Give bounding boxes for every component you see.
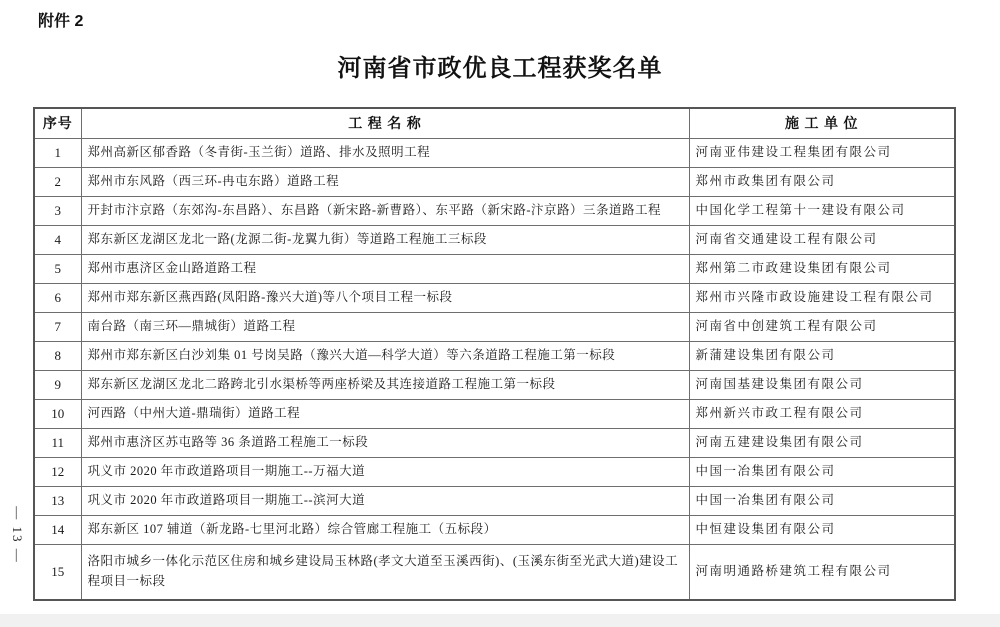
project-name: 郑东新区龙湖区龙北二路跨北引水渠桥等两座桥梁及其连接道路工程施工第一标段 xyxy=(81,370,689,399)
serial-number: 12 xyxy=(34,457,81,486)
table-row xyxy=(34,167,955,196)
serial-number: 15 xyxy=(34,544,81,600)
construction-unit: 河南五建建设集团有限公司 xyxy=(689,428,955,457)
construction-unit: 中国化学工程第十一建设有限公司 xyxy=(689,196,955,225)
serial-number: 13 xyxy=(34,486,81,515)
table-row xyxy=(34,428,955,457)
col-header-construction-unit: 施 工 单 位 xyxy=(689,108,955,138)
serial-number: 9 xyxy=(34,370,81,399)
serial-number: 2 xyxy=(34,167,81,196)
project-name: 河西路（中州大道-鼎瑞街）道路工程 xyxy=(81,399,689,428)
construction-unit: 河南省交通建设工程有限公司 xyxy=(689,225,955,254)
page-edge-shadow xyxy=(0,614,1000,627)
serial-number: 1 xyxy=(34,138,81,167)
project-name: 郑州高新区郁香路（冬青街-玉兰街）道路、排水及照明工程 xyxy=(81,138,689,167)
construction-unit: 郑州第二市政建设集团有限公司 xyxy=(689,254,955,283)
table-row xyxy=(34,370,955,399)
table-row xyxy=(34,515,955,544)
serial-number: 7 xyxy=(34,312,81,341)
table-row xyxy=(34,225,955,254)
serial-number: 5 xyxy=(34,254,81,283)
project-name: 郑州市惠济区金山路道路工程 xyxy=(81,254,689,283)
table-row xyxy=(34,138,955,167)
project-name: 南台路（南三环—鼎城街）道路工程 xyxy=(81,312,689,341)
construction-unit: 郑州市兴隆市政设施建设工程有限公司 xyxy=(689,283,955,312)
table-row xyxy=(34,196,955,225)
project-name: 洛阳市城乡一体化示范区住房和城乡建设局玉林路(孝文大道至玉溪西街)、(玉溪东街至光武大道)建设工程项目一标段 xyxy=(81,544,689,600)
table-row xyxy=(34,544,955,600)
construction-unit: 河南省中创建筑工程有限公司 xyxy=(689,312,955,341)
table-header-row xyxy=(34,108,955,138)
project-name: 郑东新区龙湖区龙北一路(龙源二街-龙翼九街）等道路工程施工三标段 xyxy=(81,225,689,254)
construction-unit: 中国一冶集团有限公司 xyxy=(689,457,955,486)
serial-number: 3 xyxy=(34,196,81,225)
serial-number: 11 xyxy=(34,428,81,457)
table-row xyxy=(34,283,955,312)
serial-number: 4 xyxy=(34,225,81,254)
project-name: 郑州市惠济区苏屯路等 36 条道路工程施工一标段 xyxy=(81,428,689,457)
attachment-label: 附件 2 xyxy=(38,13,84,30)
construction-unit: 郑州市政集团有限公司 xyxy=(689,167,955,196)
project-name: 郑东新区 107 辅道（新龙路-七里河北路）综合管廊工程施工（五标段） xyxy=(81,515,689,544)
project-name: 巩义市 2020 年市政道路项目一期施工--万福大道 xyxy=(81,457,689,486)
construction-unit: 河南亚伟建设工程集团有限公司 xyxy=(689,138,955,167)
table-row xyxy=(34,399,955,428)
awards-table xyxy=(33,107,956,601)
table-row xyxy=(34,457,955,486)
construction-unit: 中恒建设集团有限公司 xyxy=(689,515,955,544)
table-row xyxy=(34,486,955,515)
construction-unit: 新蒲建设集团有限公司 xyxy=(689,341,955,370)
construction-unit: 河南国基建设集团有限公司 xyxy=(689,370,955,399)
table-row xyxy=(34,254,955,283)
serial-number: 8 xyxy=(34,341,81,370)
project-name: 巩义市 2020 年市政道路项目一期施工--滨河大道 xyxy=(81,486,689,515)
serial-number: 6 xyxy=(34,283,81,312)
project-name: 开封市汴京路（东郊沟-东昌路）、东昌路（新宋路-新曹路）、东平路（新宋路-汴京路）三条道路工程 xyxy=(81,196,689,225)
serial-number: 10 xyxy=(34,399,81,428)
col-header-serial: 序号 xyxy=(34,108,81,138)
page-number: — 13 — xyxy=(10,506,25,564)
col-header-project-name: 工 程 名 称 xyxy=(81,108,689,138)
table-row xyxy=(34,312,955,341)
project-name: 郑州市郑东新区白沙刘集 01 号岗吴路（豫兴大道—科学大道）等六条道路工程施工第一标段 xyxy=(81,341,689,370)
table-row xyxy=(34,341,955,370)
construction-unit: 中国一冶集团有限公司 xyxy=(689,486,955,515)
project-name: 郑州市郑东新区燕西路(凤阳路-豫兴大道)等八个项目工程一标段 xyxy=(81,283,689,312)
page-title: 河南省市政优良工程获奖名单 xyxy=(337,55,663,82)
construction-unit: 河南明通路桥建筑工程有限公司 xyxy=(689,544,955,600)
serial-number: 14 xyxy=(34,515,81,544)
project-name: 郑州市东风路（西三环-冉屯东路）道路工程 xyxy=(81,167,689,196)
construction-unit: 郑州新兴市政工程有限公司 xyxy=(689,399,955,428)
